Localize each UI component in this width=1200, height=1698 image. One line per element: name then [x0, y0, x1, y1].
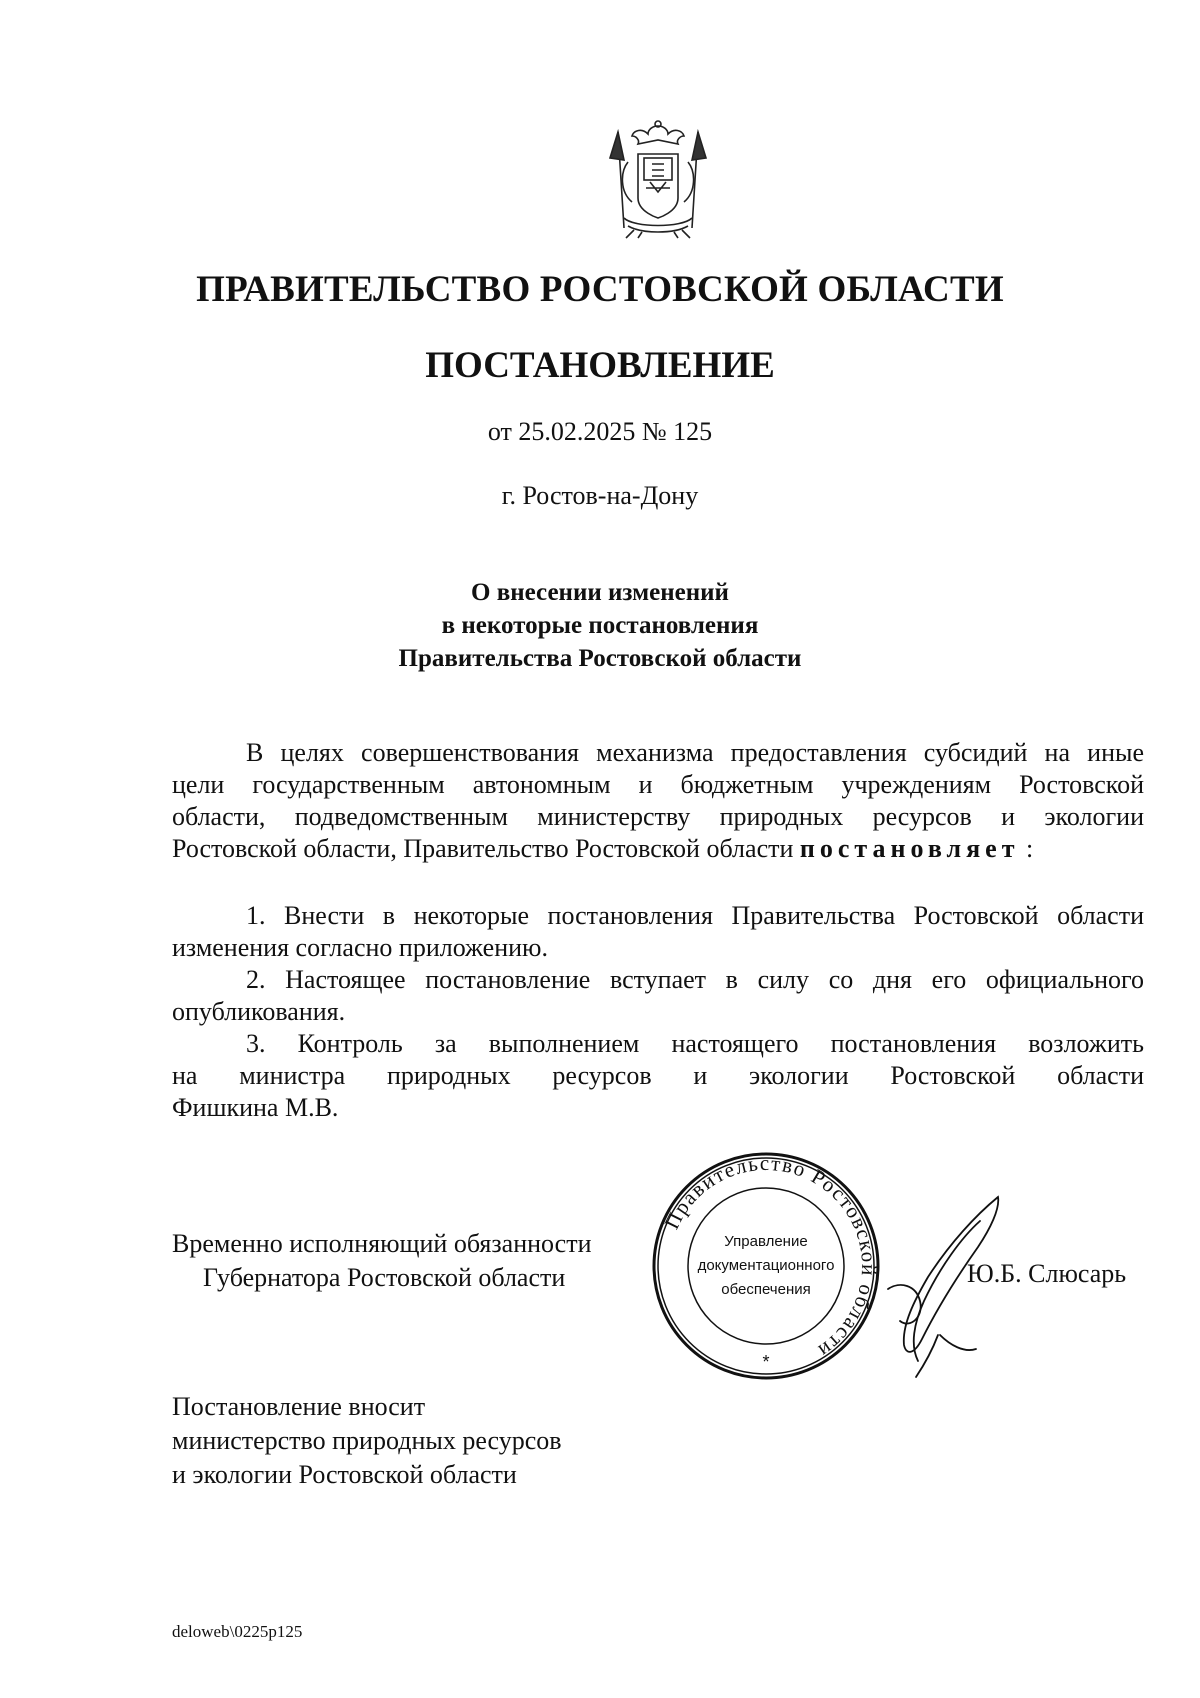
subject-line: О внесении изменений [471, 579, 729, 606]
preamble-paragraph [172, 737, 1144, 865]
organization-title: ПРАВИТЕЛЬСТВО РОСТОВСКОЙ ОБЛАСТИ [196, 269, 1004, 310]
item-1-line: изменения согласно приложению. [172, 933, 548, 962]
document-date-number: от 25.02.2025 № 125 [487, 417, 713, 446]
subject-line: в некоторые постановления [441, 612, 759, 639]
preamble-last-line [172, 833, 1144, 865]
stamp-inner-line: Управление [724, 1233, 808, 1250]
stamp-inner-line: документационного [697, 1257, 835, 1274]
preamble-colon: : [1026, 834, 1034, 863]
submitter-line: министерство природных ресурсов [172, 1426, 562, 1455]
preamble-line: В целях совершенствования механизма предоставления субсидий на иные [246, 738, 1144, 767]
stamp-star: * [762, 1352, 770, 1372]
document-city: г. Ростов-на-Дону [501, 481, 699, 510]
item-2-line: 2. Настоящее постановление вступает в силу со дня его официального [246, 965, 1144, 994]
item-1-line: 1. Внести в некоторые постановления Правительства Ростовской области [246, 901, 1144, 930]
signatory-position-line: Временно исполняющий обязанности [172, 1229, 592, 1258]
footer-document-code: deloweb\0225p125 [172, 1622, 303, 1641]
coat-of-arms-icon [598, 118, 718, 240]
signatory-position [172, 1227, 592, 1295]
item-2-line: опубликования. [172, 997, 346, 1026]
document-subject [0, 576, 1200, 675]
stamp-inner-line: обеспечения [721, 1281, 811, 1298]
item-3-line: Фишкина М.В. [172, 1093, 339, 1122]
decree-word: постановляет [799, 834, 1020, 863]
signatory-name: Ю.Б. Слюсарь [967, 1259, 1127, 1288]
official-stamp [650, 1150, 882, 1382]
item-3-line: на министра природных ресурсов и экологии Ростовской области [172, 1061, 1144, 1090]
item-3-line: 3. Контроль за выполнением настоящего постановления возложить [246, 1029, 1144, 1058]
subject-line: Правительства Ростовской области [398, 645, 802, 672]
submitter-note [172, 1390, 562, 1492]
preamble-line: области, подведомственным министерству природных ресурсов и экологии [172, 802, 1144, 831]
preamble-line: цели государственным автономным и бюджетным учреждениям Ростовской [172, 770, 1144, 799]
preamble-last-line-text: Ростовской области, Правительство Ростовской области [172, 834, 794, 863]
document-type-title: ПОСТАНОВЛЕНИЕ [425, 345, 775, 386]
stamp-outer-text: Правительство Ростовской области [659, 1150, 882, 1364]
signatory-position-line: Губернатора Ростовской области [203, 1263, 566, 1292]
decree-items [172, 900, 1144, 1124]
submitter-line: Постановление вносит [172, 1392, 426, 1421]
submitter-line: и экологии Ростовской области [172, 1460, 517, 1489]
